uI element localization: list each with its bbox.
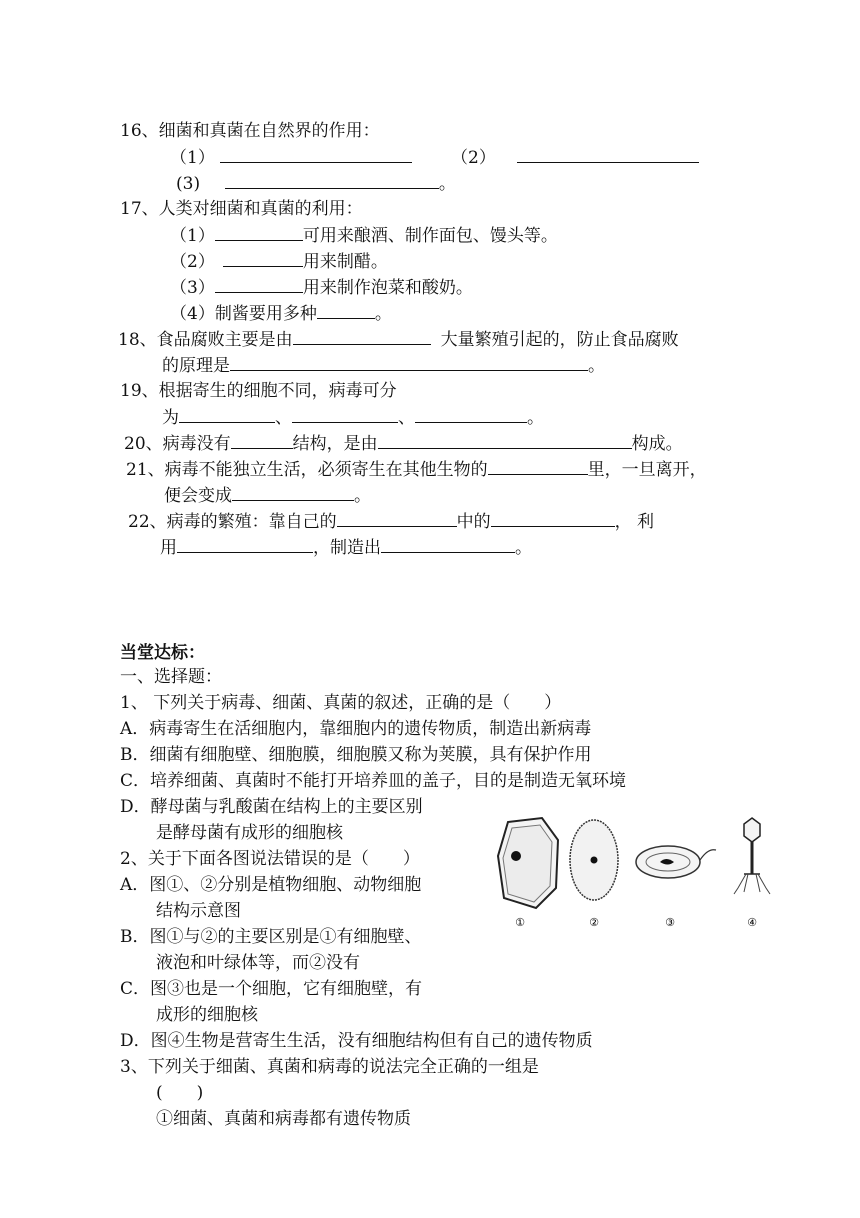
q19-text-b: 为 <box>162 408 179 428</box>
period: 。 <box>354 486 371 506</box>
answer-blank[interactable] <box>517 146 699 163</box>
answer-blank[interactable] <box>230 354 588 371</box>
period: 。 <box>515 538 532 558</box>
flagellum-icon <box>700 850 716 860</box>
answer-blank[interactable] <box>415 406 527 423</box>
mc2-option-a[interactable]: A．图①、②分别是植物细胞、动物细胞 <box>120 875 422 895</box>
nucleus-icon <box>511 851 521 861</box>
answer-blank[interactable] <box>231 432 293 449</box>
answer-blank[interactable] <box>215 276 303 293</box>
q21-line1 <box>126 458 707 481</box>
answer-blank[interactable] <box>491 510 615 527</box>
mc3-item1: ①细菌、真菌和病毒都有遗传物质 <box>156 1109 411 1129</box>
mc1-stem: 1、 下列关于病毒、细菌、真菌的叙述，正确的是（ ） <box>120 693 562 713</box>
section-subtitle: 一、选择题： <box>120 667 222 687</box>
bacterium-diagram <box>636 846 716 929</box>
q16-stem: 16、细菌和真菌在自然界的作用： <box>120 121 380 141</box>
figure-label-2: ② <box>589 916 599 929</box>
separator: 、 <box>275 408 292 428</box>
q18-line2 <box>162 354 605 377</box>
q21-text-b: 里，一旦离开， <box>587 460 707 480</box>
q22-text-d: 用 <box>160 538 177 558</box>
q21-text-a: 21、病毒不能独立生活，必须寄生在其他生物的 <box>126 460 488 480</box>
answer-blank[interactable] <box>488 458 588 475</box>
answer-blank[interactable] <box>179 406 275 423</box>
q16-item1-num: （1） <box>170 148 215 168</box>
period: 。 <box>374 304 392 324</box>
answer-blank[interactable] <box>215 224 303 241</box>
q17-item2-num: （2） <box>170 252 215 272</box>
answer-blank[interactable] <box>220 146 412 163</box>
mc1-option-a[interactable]: A．病毒寄生在活细胞内，靠细胞内的遗传物质，制造出新病毒 <box>120 719 592 739</box>
q17-item4-text: （4）制酱要用多种 <box>170 304 317 324</box>
q17-item1-text: 可用来酿酒、制作面包、馒头等。 <box>302 226 558 246</box>
answer-blank[interactable] <box>378 432 632 449</box>
mc1-option-c[interactable]: C．培养细菌、真菌时不能打开培养皿的盖子，目的是制造无氧环境 <box>120 771 627 791</box>
q17-item4 <box>170 302 392 325</box>
figure-label-4: ④ <box>747 916 757 929</box>
q17-item1-num: （1） <box>170 226 215 246</box>
q22-text-c: ， 利 <box>614 512 655 532</box>
mc2-option-d[interactable]: D．图④生物是营寄生生活，没有细胞结构但有自己的遗传物质 <box>120 1031 593 1051</box>
q16-item2-num: （2） <box>451 148 496 168</box>
q17-item1 <box>170 224 558 247</box>
q21-line2 <box>164 484 371 507</box>
answer-blank[interactable] <box>232 484 354 501</box>
q18-text-c: 的原理是 <box>162 356 230 376</box>
virus-diagram <box>734 818 770 929</box>
q17-item3-text: 用来制作泡菜和酸奶。 <box>302 278 473 298</box>
answer-blank[interactable] <box>223 250 303 267</box>
q22-line2 <box>160 536 532 559</box>
q16-line3 <box>176 172 456 195</box>
q19-line2 <box>162 406 544 429</box>
mc3-answer-paren: ( ) <box>156 1083 204 1103</box>
animal-cell-diagram <box>570 820 618 929</box>
mc1-option-b[interactable]: B．细菌有细胞壁、细胞膜，细胞膜又称为荚膜，具有保护作用 <box>120 745 592 765</box>
q21-text-c: 便会变成 <box>164 486 232 506</box>
q17-item3 <box>170 276 473 299</box>
mc2-option-a-cont: 结构示意图 <box>156 901 241 921</box>
q16-item3-num: (3) <box>176 174 201 194</box>
answer-blank[interactable] <box>293 328 431 345</box>
q20-text-c: 构成。 <box>631 434 683 454</box>
answer-blank[interactable] <box>292 406 398 423</box>
q17-item2 <box>170 250 388 273</box>
section-title: 当堂达标： <box>120 643 205 663</box>
q19-line1: 19、根据寄生的细胞不同，病毒可分 <box>120 381 397 401</box>
plant-cell-diagram <box>498 818 558 929</box>
mc2-option-b-cont: 液泡和叶绿体等，而②没有 <box>156 953 360 973</box>
period: 。 <box>527 408 544 428</box>
q18-text-b: 大量繁殖引起的，防止食品腐败 <box>440 330 679 350</box>
period: 。 <box>588 356 605 376</box>
period: 。 <box>438 174 456 194</box>
answer-blank[interactable] <box>381 536 515 553</box>
q16-line2 <box>170 146 699 169</box>
figure-label-3: ③ <box>665 916 675 929</box>
nucleus-icon <box>591 857 598 864</box>
mc2-option-b[interactable]: B．图①与②的主要区别是①有细胞壁、 <box>120 927 422 947</box>
separator: 、 <box>398 408 415 428</box>
q17-item2-text: 用来制醋。 <box>302 252 388 272</box>
mc3-stem: 3、下列关于细菌、真菌和病毒的说法完全正确的一组是 <box>120 1057 539 1077</box>
q20-line <box>124 432 683 455</box>
q18-line1 <box>118 328 679 351</box>
cell-diagrams-figure <box>490 810 790 930</box>
q17-item3-num: （3） <box>170 278 215 298</box>
q22-text-a: 22、病毒的繁殖：靠自己的 <box>128 512 337 532</box>
mc1-option-d-cont: 是酵母菌有成形的细胞核 <box>156 823 343 843</box>
figure-label-1: ① <box>515 916 525 929</box>
answer-blank[interactable] <box>177 536 313 553</box>
mc2-option-c[interactable]: C．图③也是一个细胞，它有细胞壁，有 <box>120 979 423 999</box>
q17-stem: 17、人类对细菌和真菌的利用： <box>120 199 363 219</box>
q22-text-e: ，制造出 <box>313 538 381 558</box>
answer-blank[interactable] <box>337 510 457 527</box>
q22-text-b: 中的 <box>456 512 491 532</box>
mc2-option-c-cont: 成形的细胞核 <box>156 1005 258 1025</box>
q20-text-a: 20、病毒没有 <box>124 434 231 454</box>
q20-text-b: 结构，是由 <box>292 434 378 454</box>
mc2-stem: 2、关于下面各图说法错误的是（ ） <box>120 849 420 869</box>
answer-blank[interactable] <box>317 302 375 319</box>
answer-blank[interactable] <box>225 172 439 189</box>
mc1-option-d[interactable]: D．酵母菌与乳酸菌在结构上的主要区别 <box>120 797 423 817</box>
q18-text-a: 18、食品腐败主要是由 <box>118 330 293 350</box>
q22-line1 <box>128 510 654 533</box>
